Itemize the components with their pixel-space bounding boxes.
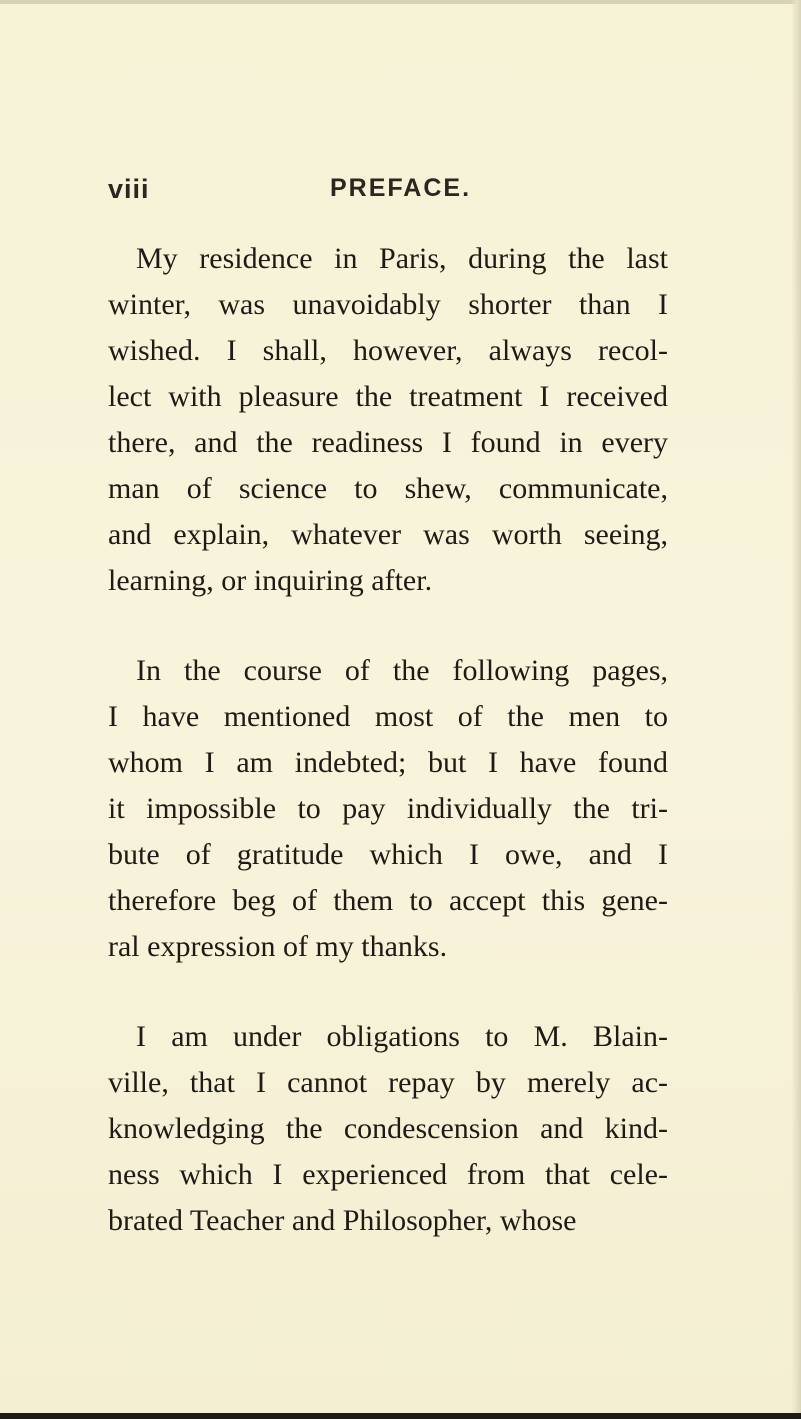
text-line: knowledging the condescension and kind- [108,1112,668,1145]
running-head: PREFACE. [330,174,472,202]
text-line: man of science to shew, communicate, [108,472,668,505]
text-line: it impossible to pay individually the tri- [108,792,668,825]
text-line: I have mentioned most of the men to [108,700,668,733]
paragraph-1 [108,236,668,604]
page-bottom-edge [0,1413,801,1419]
text-line: and explain, whatever was worth seeing, [108,518,668,551]
text-line: I am under obligations to M. Blain- [136,1020,668,1053]
page-number: viii [108,174,150,204]
text-line: whom I am indebted; but I have found [108,746,668,779]
paragraph-2 [108,648,668,970]
text-line: there, and the readiness I found in every [108,426,668,459]
paragraph-3 [108,1014,668,1244]
text-line: learning, or inquiring after. [108,564,433,597]
text-line: brated Teacher and Philosopher, whose [108,1204,577,1237]
text-line: wished. I shall, however, always recol- [108,334,668,367]
page-top-edge [0,0,801,4]
text-line: ral expression of my thanks. [108,930,448,963]
text-line: lect with pleasure the treatment I received [108,380,668,413]
text-line: ville, that I cannot repay by merely ac- [108,1066,668,1099]
text-line: winter, was unavoidably shorter than I [108,288,668,321]
text-line: therefore beg of them to accept this gene- [108,884,668,917]
text-line: In the course of the following pages, [136,654,668,687]
page-right-edge [791,0,801,1419]
body-text [108,236,668,1288]
page-header [108,174,668,210]
text-line: bute of gratitude which I owe, and I [108,838,668,871]
text-line: ness which I experienced from that cele- [108,1158,668,1191]
text-line: My residence in Paris, during the last [136,242,668,275]
